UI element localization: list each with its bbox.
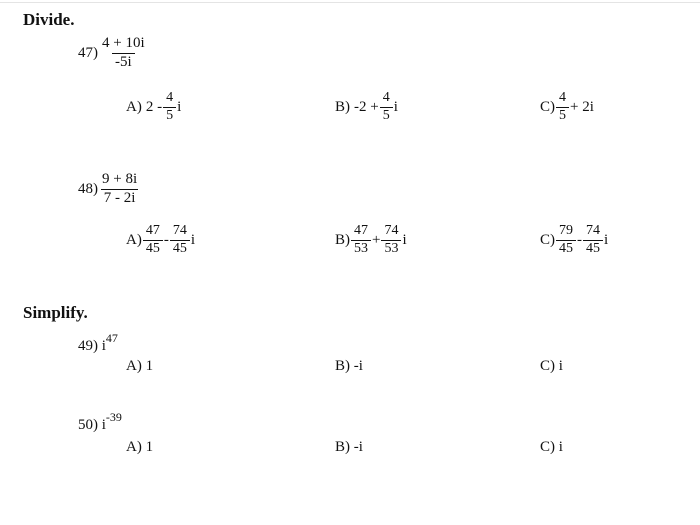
- fraction-numerator: 74: [586, 223, 600, 238]
- top-divider: [0, 2, 700, 3]
- answer-47-a[interactable]: [126, 91, 181, 123]
- fraction-numerator: 79: [559, 223, 573, 238]
- answer-50-a[interactable]: A) 1: [126, 439, 154, 455]
- fraction-denominator: 45: [583, 240, 603, 257]
- answer-prefix: 2 -: [145, 98, 163, 115]
- answer-fraction-1: [351, 224, 371, 256]
- question-fraction: [99, 172, 140, 207]
- question-number: 49): [78, 338, 98, 354]
- answer-49-c[interactable]: C) i: [540, 358, 563, 374]
- answer-suffix: i: [402, 231, 407, 248]
- answer-label: C): [540, 231, 555, 248]
- answer-label: A): [126, 231, 142, 248]
- fraction-denominator: 7 - 2i: [101, 189, 139, 207]
- fraction-denominator: 5: [556, 107, 569, 124]
- answer-operator: -: [163, 231, 169, 248]
- answer-suffix: i: [604, 231, 609, 248]
- answer-49-a[interactable]: A) 1: [126, 358, 154, 374]
- answer-50-c[interactable]: C) i: [540, 439, 563, 455]
- fraction-numerator: 4: [166, 90, 174, 105]
- fraction-numerator: 47: [354, 223, 368, 238]
- answer-fraction-2: [381, 224, 401, 256]
- question-exponent: 47: [105, 331, 118, 345]
- fraction-numerator: 47: [145, 223, 160, 238]
- fraction-denominator: 53: [351, 240, 371, 257]
- fraction-numerator: 9 + 8i: [102, 171, 138, 187]
- question-number: 48): [78, 180, 98, 197]
- answer-48-a[interactable]: [126, 224, 195, 256]
- question-number: 47): [78, 44, 98, 61]
- question-50: [78, 412, 122, 434]
- fraction-denominator: 53: [381, 240, 401, 257]
- fraction-numerator: 74: [172, 223, 187, 238]
- question-base: i: [101, 338, 106, 354]
- answer-fraction-1: [556, 224, 576, 256]
- fraction-numerator: 4 + 10i: [102, 35, 145, 51]
- question-49: [78, 333, 118, 355]
- fraction-denominator: 45: [143, 240, 163, 257]
- answer-suffix: i: [393, 98, 398, 115]
- answer-fraction: [556, 91, 569, 123]
- answer-suffix: + 2i: [570, 98, 594, 115]
- simplify-heading: Simplify.: [23, 303, 88, 322]
- fraction-denominator: 45: [556, 240, 576, 257]
- answer-operator: -: [577, 231, 582, 248]
- answer-label: C): [540, 98, 555, 115]
- fraction-denominator: 5: [163, 107, 176, 124]
- answer-suffix: i: [177, 98, 182, 115]
- answer-suffix: i: [190, 231, 195, 248]
- question-exponent: -39: [105, 410, 122, 424]
- answer-49-b[interactable]: B) -i: [335, 358, 363, 374]
- fraction-denominator: 45: [170, 240, 190, 257]
- divide-heading: Divide.: [23, 10, 75, 29]
- answer-prefix: -2 +: [354, 98, 379, 115]
- question-fraction: [99, 36, 148, 71]
- answer-operator: +: [372, 231, 381, 248]
- question-48: [78, 172, 141, 207]
- answer-fraction-2: [583, 224, 603, 256]
- answer-47-b[interactable]: [335, 91, 398, 123]
- question-base: i: [101, 417, 106, 433]
- question-47: [78, 36, 149, 71]
- fraction-denominator: 5: [380, 107, 393, 124]
- answer-fraction: [380, 91, 393, 123]
- answer-label: B): [335, 231, 350, 248]
- answer-47-c[interactable]: [540, 91, 594, 123]
- fraction-numerator: 4: [559, 90, 566, 105]
- answer-50-b[interactable]: B) -i: [335, 439, 363, 455]
- answer-fraction: [163, 91, 176, 123]
- answer-label: A): [126, 98, 142, 115]
- answer-label: B): [335, 98, 350, 115]
- fraction-denominator: -5i: [112, 53, 135, 71]
- fraction-numerator: 74: [384, 223, 399, 238]
- fraction-numerator: 4: [382, 90, 390, 105]
- answer-48-c[interactable]: [540, 224, 608, 256]
- answer-48-b[interactable]: [335, 224, 407, 256]
- answer-fraction-2: [170, 224, 190, 256]
- question-number: 50): [78, 417, 98, 433]
- answer-fraction-1: [143, 224, 163, 256]
